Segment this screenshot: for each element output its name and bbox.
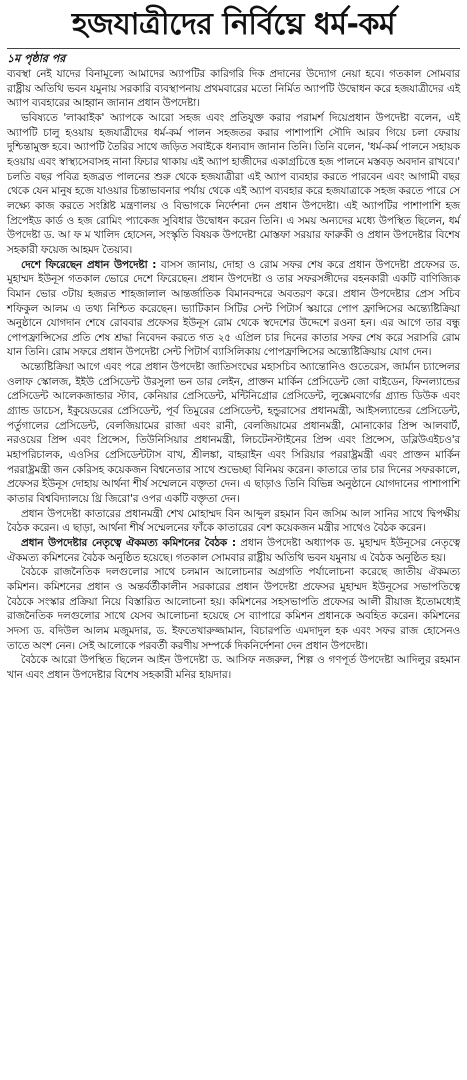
paragraph xyxy=(7,67,460,111)
subheading: প্রধান উপদেষ্টার নেতৃত্বে ঐকমত্য কমিশনের বৈঠক : xyxy=(21,537,236,549)
paragraph-text: অন্ত্যেষ্টিক্রিয়া আগে এবং পরে প্রধান উপদেষ্টা জাতিসংঘের মহাসচিব অ্যান্তোনিও গুতেরেস, জার্মান চ্যান্সেলর ওলাফ স্কোলজ, ইইউ প্রেসিডেন্ট উরসুলা ভন ডার লেইন, প্রাক্তন মার্কিন প্রেসিডেন্ট জো বাইডেন, ফিনল্যান্ডের প্রেসিডেন্ট আলেকজান্ডার স্টাব, কেনিয়ার প্রেসিডেন্ট, মন্টিনিগ্রোর প্রেসিডেন্ট, লুক্সেমবার্গের গ্র্যান্ড ডিউক এবং গ্র্যান্ড ডাচেস, ইকুয়েডরের প্রেসিডেন্ট, পূর্ব তিমুরের প্রেসিডেন্ট, হন্ডুরাসের প্রধানমন্ত্রী, আইসল্যান্ডের প্রেসিডেন্ট, পর্তুগালের প্রেসিডেন্ট, বেলজিয়ামের রাজা এবং রানী, বেলজিয়ামের প্রধানমন্ত্রী, মোনাকোর প্রিন্স আলবার্ট, নরওয়ের প্রিন্স এবং প্রিন্সেস, তিউনিসিয়ার প্রধানমন্ত্রী, লিচটেনস্টাইনের প্রিন্স এবং প্রিন্সেস, ডব্লিউএইচও'র মহাপরিচালক, এওসির প্রেসিডেন্টটাস বাখ, শ্রীলঙ্কা, বাহরাইন এবং সিরিয়ার পররাষ্ট্রমন্ত্রী এবং প্রাক্তন মার্কিন পররাষ্ট্রমন্ত্রী জন কেরিসহ কয়েকজন বিশ্বনেতার সাথে শুভেচ্ছা বিনিময় করেন। কাতারে তার চার দিনের সফরকালে, প্রফেসর ইউনূস দোহায় আর্থনা শীর্ষ সম্মেলনে বক্তৃতা দেন। এ ছাড়াও তিনি বিভিন্ন অনুষ্ঠানে যোগদানের পাশাপাশি কাতার বিশ্ববিদ্যালয়ে থ্রি জিরো'র ওপর একটি বক্তৃতা দেন। xyxy=(7,361,460,506)
paragraph xyxy=(7,111,460,258)
headline-divider xyxy=(7,48,460,49)
continued-from-label: ১ম পৃষ্ঠার পর xyxy=(7,52,66,65)
paragraph xyxy=(7,258,460,361)
paragraph-text: প্রধান উপদেষ্টা অধ্যাপক ড. মুহাম্মদ ইউনূসের নেতৃত্বে ঐকমত্য কমিশনের বৈঠক অনুষ্ঠিত হয়েছে। গতকাল সোমবার রাষ্ট্রীয় অতিথি ভবন যমুনায় এ বৈঠক অনুষ্ঠিত হয়। xyxy=(7,537,460,564)
paragraph xyxy=(7,653,460,682)
paragraph xyxy=(7,507,460,536)
paragraph-text: বৈঠকে রাজনৈতিক দলগুলোর সাথে চলমান আলোচনার অগ্রগতি পর্যালোচনা করেছে জাতীয় ঐকমত্য কমিশন। কমিশনের প্রধান ও অন্তর্বর্তীকালীন সরকারের প্রধান উপদেষ্টা প্রফেসর মুহাম্মদ ইউনূসের সভাপতিত্বে বৈঠকে সংস্কার প্রক্রিয়া নিয়ে বিস্তারিত আলোচনা হয়। কমিশনের সহসভাপতি প্রফেসর আলী রীয়াজ ইতোমধ্যেই রাজনৈতিক দলগুলোর সাথে যেসব আলোচনা হয়েছে সে ব্যাপারে কমিশন প্রধানকে অবহিত করেন। কমিশনের সদস্য ড. বদিউল আলম মজুমদার, ড. ইফতেখারুজ্জামান, বিচারপতি এমদাদুল হক এবং সফর রাজ হোসেনও তাতে অংশ নেন। সেই আলোকে পরবর্তী করণীয় সম্পর্কে দিকনির্দেশনা দেন প্রধান উপদেষ্টা। xyxy=(7,566,460,652)
paragraph-text: ব্যবস্থা নেই যাদের বিনামূল্যে আমাদের অ্যাপটির কারিগরি দিক প্রদানের উদ্যোগ নেয়া হবে। গতকাল সোমবার রাষ্ট্রীয় অতিথি ভবন যমুনায় সরকারি ব্যবস্থাপনায় প্রথমবারের মতো নির্মিত অ্যাপটি উদ্বোধন করে হজযাত্রীদের এই অ্যাপ ব্যবহারের আহ্বান জানান প্রধান উপদেষ্টা। xyxy=(7,68,460,110)
paragraph-text: ভবিষ্যতে 'লাব্বাইক' অ্যাপকে আরো সহজ এবং প্রতিযুক্ত করার পরামর্শ দিয়েপ্রধান উপদেষ্টা বলেন, এই অ্যাপটি চালু হওয়ায় হজযাত্রীদের ধর্ম-কর্ম পালন সহজতর করার পাশাপাশি সৌদি আরব গিয়ে চলা ফেরায় দুশ্চিন্তামুক্ত হবে। অ্যাপটি তৈরির সাথে জড়িত সবাইকে ধন্যবাদ জানান তিনি। তিনি বলেন, 'ধর্ম-কর্ম পালনে সহায়ক হওয়ায় এবং স্বাস্থ্যসেবাসহ নানা ফিচার থাকায় এই অ্যাপ হাজীদের একাগ্রচিত্তে হজ পালনে মস্তবড় অবদান রাখবে।' চলতি বছর পবিত্র হজব্রত পালনের শুরু থেকে হজযাত্রীরা এই অ্যাপ ব্যবহার করতে পারবেন এবং আগামী বছর থেকে যেন মানুষ হজে যাওয়ার চিন্তাভাবনার পর্যায় থেকে এই অ্যাপ ব্যবহার করে হজযাত্রাকে সহজ করতে পারে সে লক্ষ্যে কাজ করতে সংশ্লিষ্ট মন্ত্রণালয় ও বিভাগকে নির্দেশনা দেন প্রধান উপদেষ্টা। এই অ্যাপটির পাশাপাশি হজ প্রিপেইড কার্ড ও হজ রোমিং প্যাকেজ সুবিধার উদ্বোধন করেন তিনি। এ সময় অন্যদের মধ্যে উপস্থিত ছিলেন, ধর্ম উপদেষ্টা ড. আ ফ ম খালিদ হোসেন, সংস্কৃতি বিষয়ক উপদেষ্টা মোস্তফা সরয়ার ফারুকী ও প্রধান উপদেষ্টার বিশেষ সহকারী ফয়েজ আহমদ তৈয়্যব। xyxy=(7,111,460,256)
paragraph-text: প্রধান উপদেষ্টা কাতারের প্রধানমন্ত্রী শেখ মোহাম্মদ বিন আব্দুল রহমান বিন জসিম আল সানির সাথে দ্বিপক্ষীয় বৈঠক করেন। এ ছাড়া, আর্থনা শীর্ষ সম্মেলনের ফাঁকে কাতারের বেশ কয়েকজন মন্ত্রীর সাথেও বৈঠক করেন। xyxy=(7,507,460,535)
article-headline: হজযাত্রীদের নির্বিঘ্নে ধর্ম-কর্ম xyxy=(71,7,396,42)
paragraph xyxy=(7,565,460,653)
paragraph-text: বাসস জানায়, দোহা ও রোম সফর শেষ করে প্রধান উপদেষ্টা প্রফেসর ড. মুহাম্মদ ইউনূস গতকাল ভোরে দেশে ফিরেছেন। প্রধান উপদেষ্টা ও তার সফরসঙ্গীদের বহনকারী একটি বাণিজ্যিক বিমান ভোর ৩টায় হজরত শাহজালাল আন্তর্জাতিক বিমানবন্দরে অবতরণ করে। প্রধান উপদেষ্টার প্রেস সচিব শফিকুল আলম এ তথ্য নিশ্চিত করেছেন। ভ্যাটিকান সিটির সেন্ট পিটার্স স্কয়ারে পোপ ফ্রান্সিসের অন্ত্যেষ্টিক্রিয়া অনুষ্ঠানে যোগদান শেষে রোববার প্রফেসর ইউনূস রোম থেকে স্বদেশের উদ্দেশে রওনা হন। এর আগে তার বন্ধু পোপফ্রান্সিসের প্রতি শেষ শ্রদ্ধা নিবেদন করতে গত ২৫ এপ্রিল চার দিনের কাতার সফর শেষ করে সরাসরি রোম যান তিনি। রোম সফরে প্রধান উপদেষ্টা সেন্ট পিটার্স ব্যাসিলিকায় পোপফ্রান্সিসের অন্ত্যেষ্টিক্রিয়ায় যোগ দেন। xyxy=(7,258,460,359)
paragraph-text: বৈঠকে আরো উপস্থিত ছিলেন আইন উপদেষ্টা ড. আসিফ নজরুল, শিল্প ও গণপূর্ত উপদেষ্টা আদিলুর রহমান খান এবং প্রধান উপদেষ্টার বিশেষ সহকারী মনির হায়দার। xyxy=(7,654,460,681)
paragraph xyxy=(7,360,460,507)
paragraph xyxy=(7,536,460,565)
subheading: দেশে ফিরেছেন প্রধান উপদেষ্টা : xyxy=(21,258,157,271)
